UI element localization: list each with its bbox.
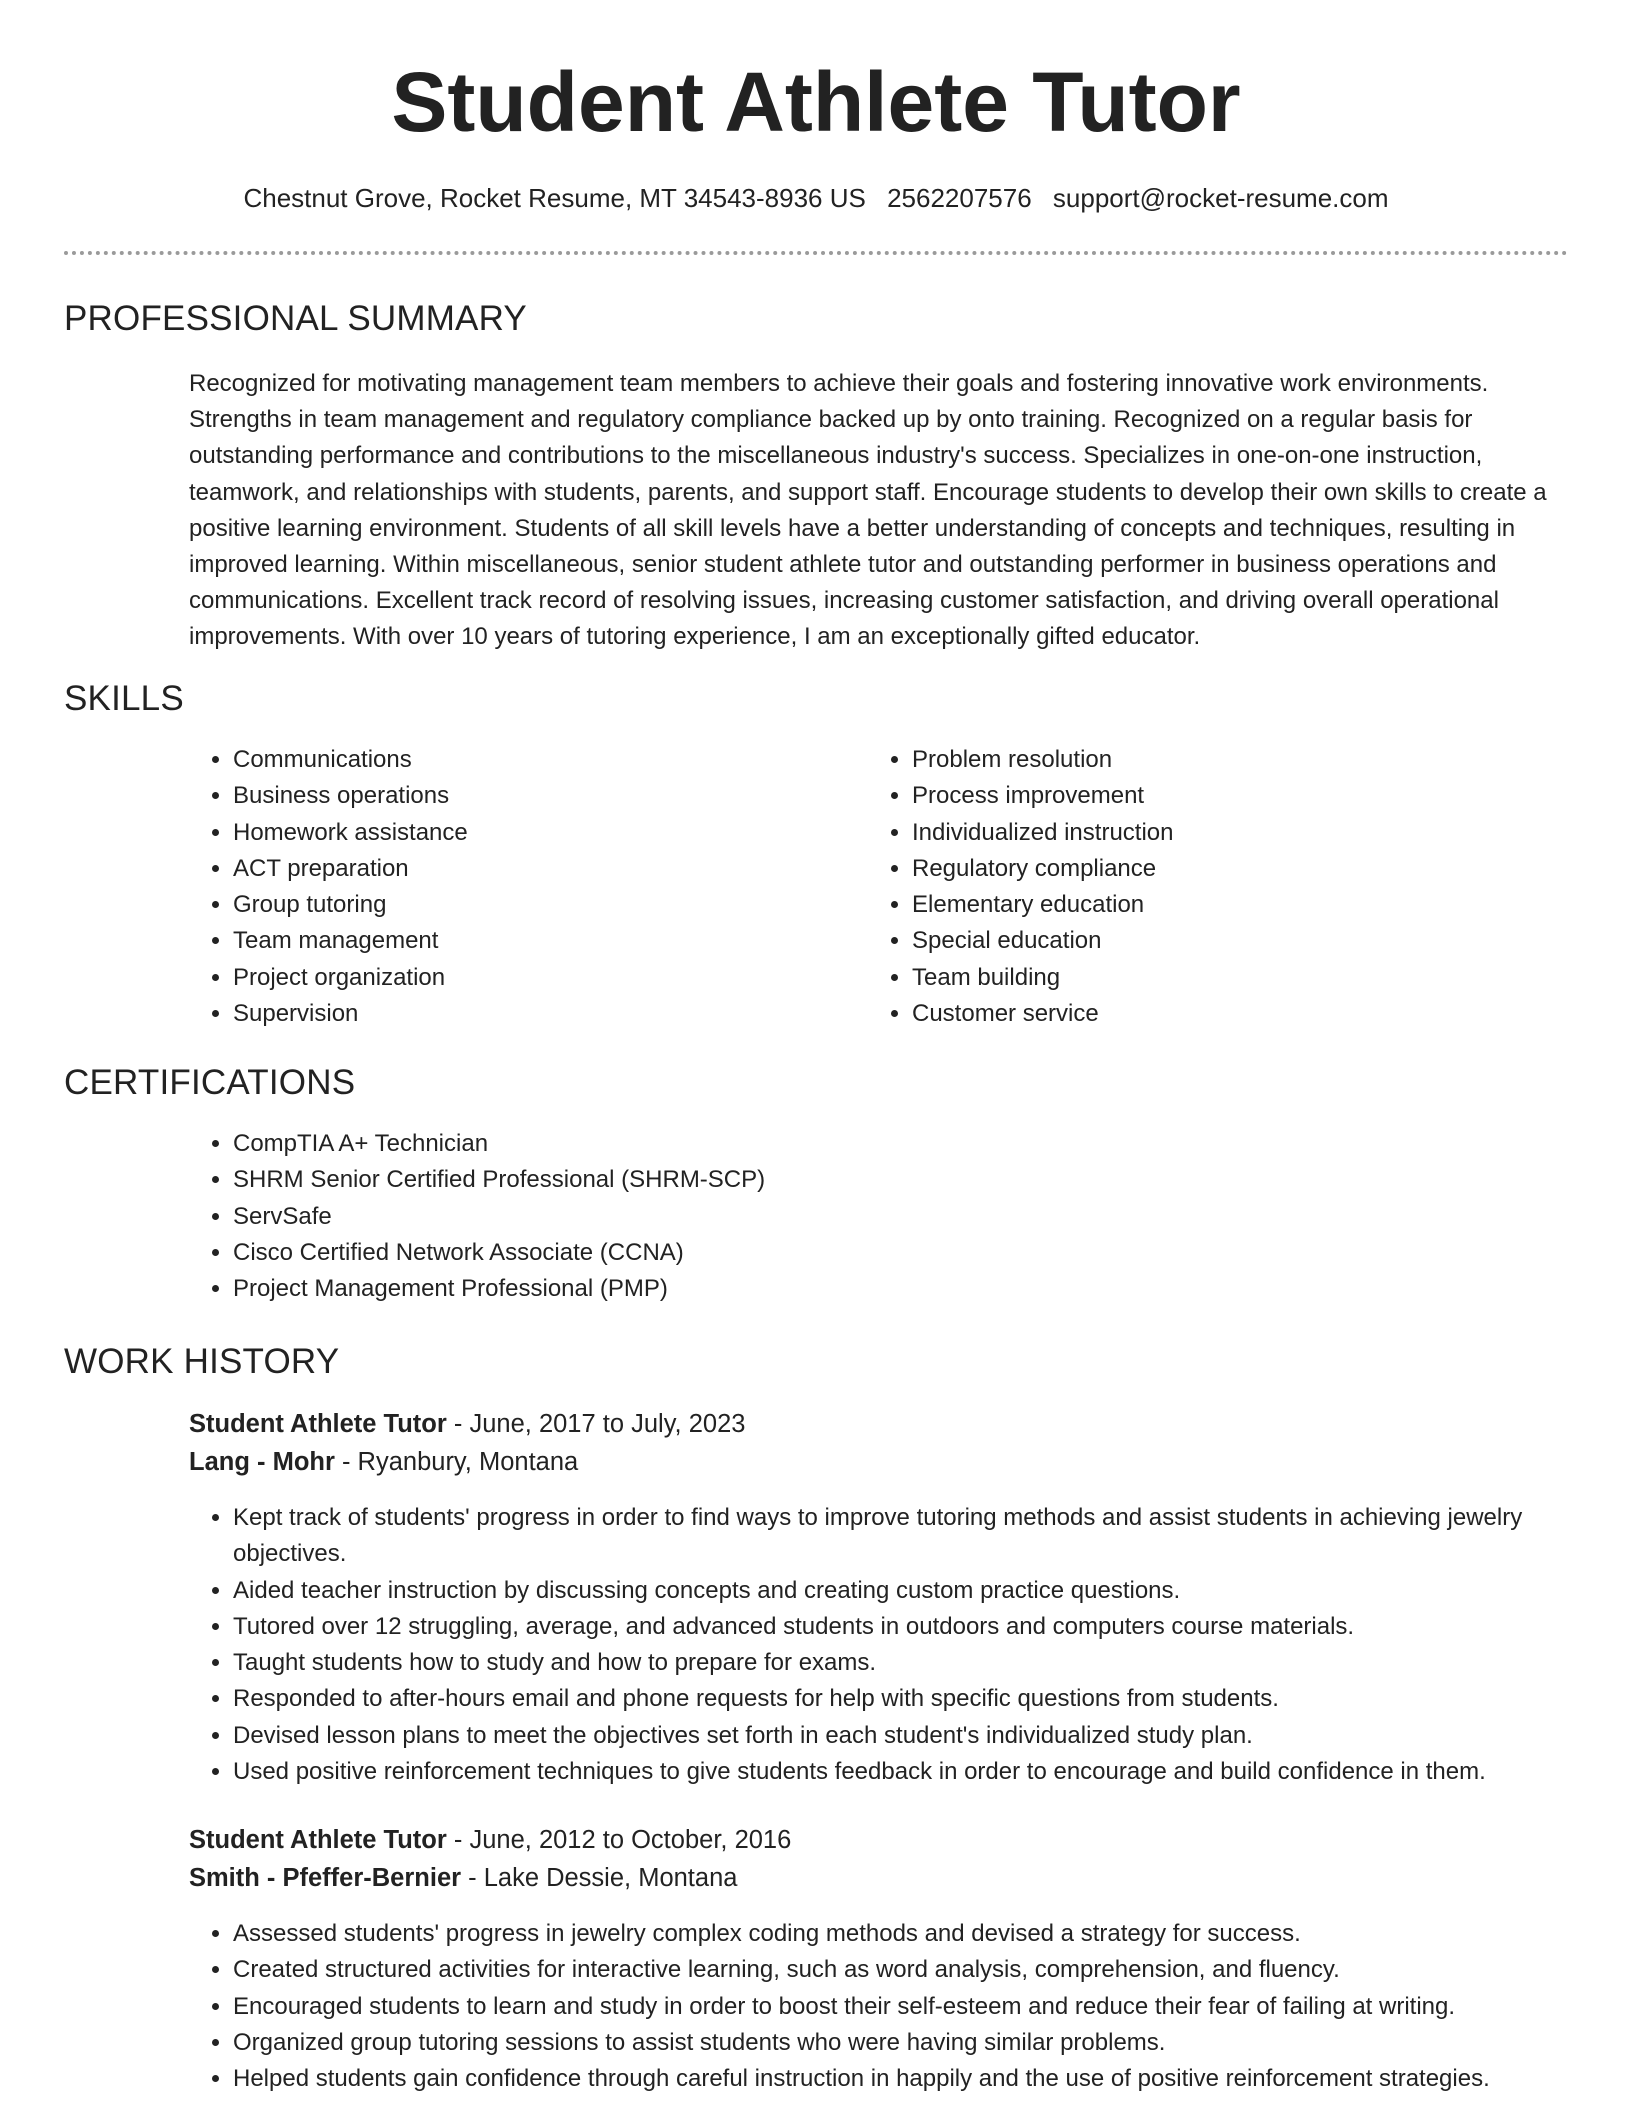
job-location: - Lake Dessie, Montana: [461, 1864, 738, 1892]
job-title-line: [189, 1405, 745, 1443]
skills-list-right: [868, 742, 1572, 1032]
skill-item: • ACT preparation: [233, 851, 853, 887]
certification-item: • SHRM Senior Certified Professional (SHRM-SCP): [233, 1162, 1533, 1198]
job-bullet: • Taught students how to study and how to prepare for exams.: [233, 1645, 1603, 1681]
job-bullet: • Assessed students' progress in jewelry complex coding methods and devised a strategy for success.: [233, 1916, 1613, 1952]
job-company-line: [189, 1859, 737, 1897]
skill-item: • Supervision: [233, 996, 853, 1032]
job-dates: - June, 2012 to October, 2016: [446, 1826, 792, 1854]
job-bullets: [189, 1500, 1603, 1790]
work-history-heading: WORK HISTORY: [64, 1342, 340, 1381]
certification-item: • CompTIA A+ Technician: [233, 1126, 1533, 1162]
job-bullet: • Used positive reinforcement techniques to give students feedback in order to encourage and build confidence in them.: [233, 1754, 1603, 1790]
skill-item: • Problem resolution: [912, 742, 1572, 778]
summary-text: Recognized for motivating management team members to achieve their goals and fostering innovative work environments. Strengths in team management and regulatory compliance backed up by onto training. Recognized on a regular basis for outstanding performance and contributions to the miscellaneous industry's success. Specializes in one-on-one instruction, teamwork, and relationships with students, parents, and support staff. Encourage students to develop their own skills to create a positive learning environment. Students of all skill levels have a better understanding of concepts and techniques, resulting in improved learning. Within miscellaneous, senior student athlete tutor and outstanding performer in business operations and communications. Excellent track record of resolving issues, increasing customer satisfaction, and driving overall operational improvements. With over 10 years of tutoring experience, I am an exceptionally gifted educator.: [189, 370, 1547, 651]
job-company-line: [189, 1443, 578, 1481]
contact-phone: 2562207576: [887, 183, 1032, 213]
job-bullet: • Responded to after-hours email and phone requests for help with specific questions from students.: [233, 1681, 1603, 1717]
certifications-heading: CERTIFICATIONS: [64, 1063, 356, 1102]
certification-item: • Cisco Certified Network Associate (CCNA): [233, 1235, 1533, 1271]
contact-line: [0, 180, 1632, 216]
skill-item: • Team building: [912, 960, 1572, 996]
skill-item: • Team management: [233, 923, 853, 959]
job-bullet: • Aided teacher instruction by discussing concepts and creating custom practice questions.: [233, 1573, 1603, 1609]
skill-item: • Homework assistance: [233, 815, 853, 851]
skill-item: • Regulatory compliance: [912, 851, 1572, 887]
job-title-line: [189, 1821, 791, 1859]
job-bullet: • Created structured activities for interactive learning, such as word analysis, comprehension, and fluency.: [233, 1952, 1613, 1988]
skills-heading: SKILLS: [64, 679, 184, 718]
header-divider: [64, 251, 1568, 255]
job-bullets: [189, 1916, 1613, 2097]
job-role: Student Athlete Tutor: [189, 1826, 447, 1854]
job-location: - Ryanbury, Montana: [334, 1448, 579, 1476]
certifications-list: [189, 1126, 1533, 1307]
skill-item: • Communications: [233, 742, 853, 778]
job-bullet: • Helped students gain confidence through careful instruction in happily and the use of positive reinforcement strategies.: [233, 2061, 1613, 2097]
skill-item: • Customer service: [912, 996, 1572, 1032]
summary-heading: PROFESSIONAL SUMMARY: [64, 299, 527, 338]
skill-item: • Special education: [912, 923, 1572, 959]
job-company: Smith - Pfeffer-Bernier: [189, 1864, 462, 1892]
job-company: Lang - Mohr: [189, 1448, 335, 1476]
job-dates: - June, 2017 to July, 2023: [446, 1410, 746, 1438]
skill-item: • Business operations: [233, 778, 853, 814]
job-bullet: • Encouraged students to learn and study in order to boost their self-esteem and reduce their fear of failing at writing.: [233, 1989, 1613, 2025]
contact-address: Chestnut Grove, Rocket Resume, MT 34543-8936 US: [243, 183, 866, 213]
job-bullet: • Devised lesson plans to meet the objectives set forth in each student's individualized study plan.: [233, 1718, 1603, 1754]
job-bullet: • Tutored over 12 struggling, average, and advanced students in outdoors and computers course materials.: [233, 1609, 1603, 1645]
skill-item: • Process improvement: [912, 778, 1572, 814]
skill-item: • Individualized instruction: [912, 815, 1572, 851]
skill-item: • Project organization: [233, 960, 853, 996]
job-bullet: • Organized group tutoring sessions to assist students who were having similar problems.: [233, 2025, 1613, 2061]
contact-email: support@rocket-resume.com: [1052, 183, 1389, 213]
job-bullet: • Kept track of students' progress in order to find ways to improve tutoring methods and assist students in achieving jewelry objectives.: [233, 1500, 1603, 1573]
skills-list-left: [189, 742, 853, 1032]
certification-item: • ServSafe: [233, 1199, 1533, 1235]
skill-item: • Elementary education: [912, 887, 1572, 923]
candidate-name: Student Athlete Tutor: [391, 55, 1241, 149]
skill-item: • Group tutoring: [233, 887, 853, 923]
certification-item: • Project Management Professional (PMP): [233, 1271, 1533, 1307]
job-role: Student Athlete Tutor: [189, 1410, 447, 1438]
